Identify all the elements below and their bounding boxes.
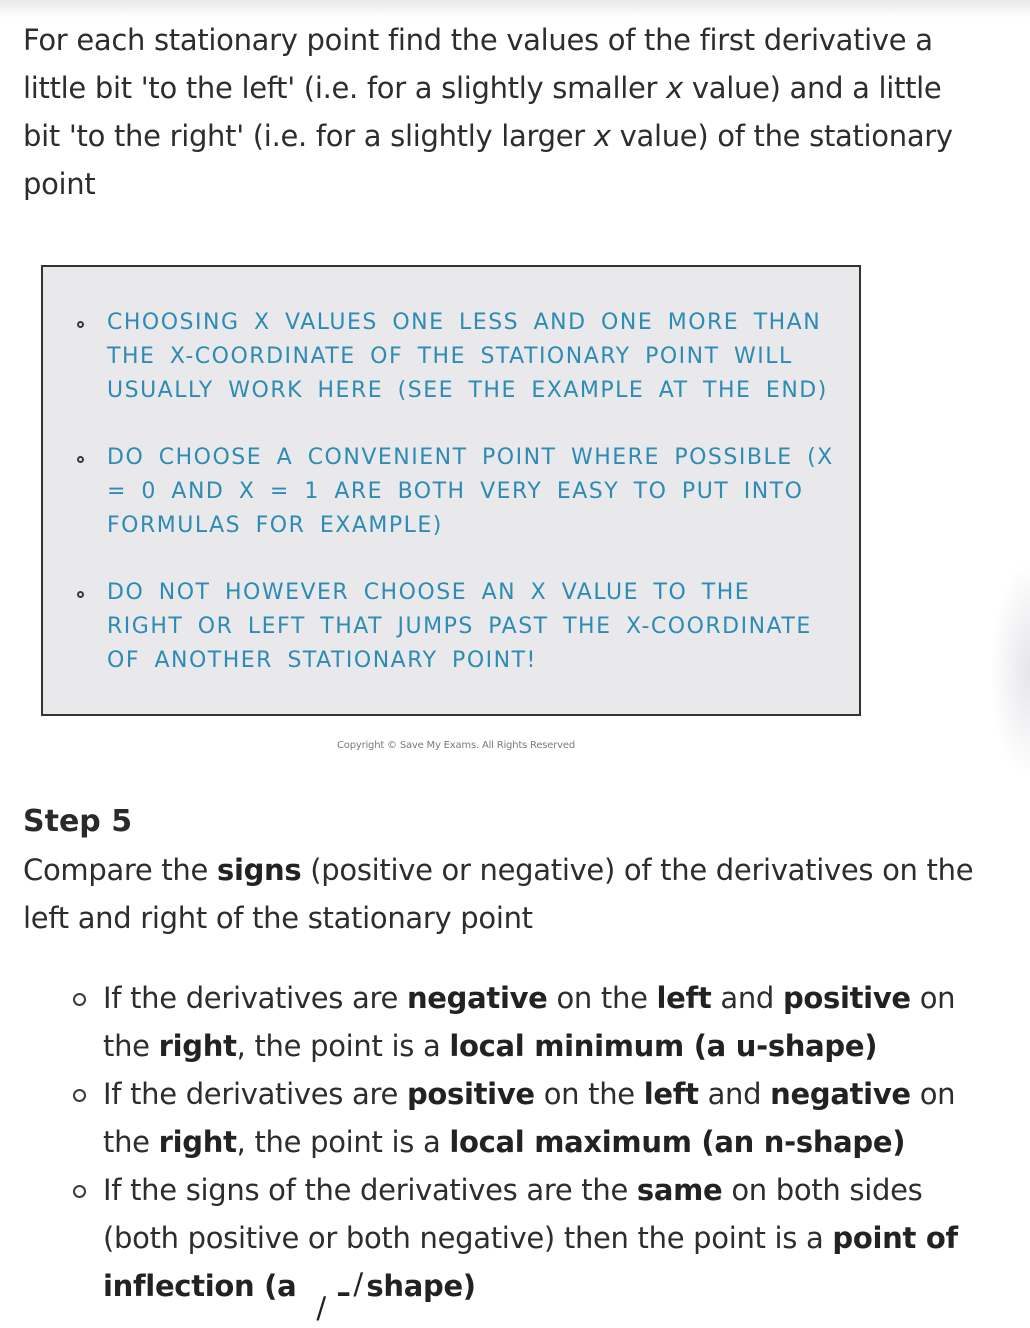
step5-text-1: Compare the: [23, 853, 217, 887]
scroll-edge-glow: [990, 560, 1030, 780]
figure-tip-text: DO CHOOSE A CONVENIENT POINT WHERE POSSIBLE (X = 0 AND X = 1 ARE BOTH VERY EASY TO PUT INTO FORMULAS FOR EXAMPLE): [107, 445, 834, 538]
list-bold: positive: [782, 981, 911, 1015]
list-bold: right: [158, 1029, 237, 1063]
intro-text-3: value) of the stationary point: [23, 119, 953, 201]
list-bold: left: [656, 981, 712, 1015]
list-text: , the point is a: [236, 1029, 450, 1063]
list-text: on the: [103, 981, 956, 1063]
list-bold: negative: [770, 1077, 911, 1111]
symbol-slash: /: [316, 1291, 326, 1325]
bullet-icon: [73, 1089, 86, 1102]
list-text: on both sides (both positive or both negative) then the point is a: [103, 1173, 923, 1255]
bullet-icon: [77, 591, 84, 598]
figure-tip: [107, 441, 837, 543]
list-bold: left: [643, 1077, 699, 1111]
tips-figure: [41, 265, 861, 716]
list-text: If the signs of the derivatives are the: [103, 1173, 637, 1207]
list-bold: local maximum (an n-shape): [449, 1125, 906, 1159]
intro-text-2: value) and a little bit 'to the right' (i.e. for a slightly larger: [23, 71, 942, 153]
figure-tip-text: CHOOSING X VALUES ONE LESS AND ONE MORE THAN THE X-COORDINATE OF THE STATIONARY POINT WILL USUALLY WORK HERE (SEE THE EXAMPLE AT THE END): [107, 310, 828, 403]
intro-text-1: For each stationary point find the values of the first derivative a little bit 'to the left' (i.e. for a slightly smaller: [23, 23, 933, 105]
list-bold: point of inflection (a: [103, 1221, 958, 1303]
list-text: and: [698, 1077, 771, 1111]
symbol-dash: –: [336, 1275, 351, 1309]
step-heading: Step 5: [23, 804, 133, 839]
list-bold: shape): [366, 1269, 476, 1303]
figure-tip-text: DO NOT HOWEVER CHOOSE AN X VALUE TO THE RIGHT OR LEFT THAT JUMPS PAST THE X-COORDINATE OF ANOTHER STATIONARY POINT!: [107, 580, 812, 673]
list-bold: negative: [406, 981, 548, 1015]
intro-var-x: x: [593, 119, 611, 153]
bullet-icon: [73, 1185, 86, 1198]
figure-tip: [107, 306, 837, 408]
figure-tip: [107, 576, 837, 678]
list-bold: same: [636, 1173, 723, 1207]
list-item: [103, 1166, 983, 1325]
bullet-icon: [77, 456, 84, 463]
list-item: [103, 1070, 983, 1166]
list-bold: local minimum (a u-shape): [449, 1029, 878, 1063]
intro-var-x: x: [666, 71, 683, 105]
figure-caption: Copyright © Save My Exams. All Rights Reserved: [337, 740, 575, 751]
step5-paragraph: [23, 846, 983, 942]
list-item: [103, 974, 983, 1070]
step5-text-2: (positive or negative) of the derivatives on the left and right of the stationary point: [23, 853, 974, 935]
list-text: , the point is a: [236, 1125, 450, 1159]
inflection-shape-symbol: [296, 1267, 366, 1325]
list-bold: right: [158, 1125, 237, 1159]
symbol-slash: /: [353, 1267, 363, 1301]
intro-paragraph: [23, 16, 983, 208]
list-text: on the: [534, 1077, 644, 1111]
list-bold: positive: [406, 1077, 535, 1111]
bullet-icon: [77, 321, 84, 328]
sign-rules-list: [103, 974, 983, 1325]
list-text: and: [711, 981, 783, 1015]
bullet-icon: [73, 993, 86, 1006]
list-text: on the: [547, 981, 657, 1015]
step5-bold: signs: [216, 853, 302, 887]
list-text: If the derivatives are: [103, 981, 407, 1015]
list-text: If the derivatives are: [103, 1077, 407, 1111]
list-text: on the: [103, 1077, 956, 1159]
